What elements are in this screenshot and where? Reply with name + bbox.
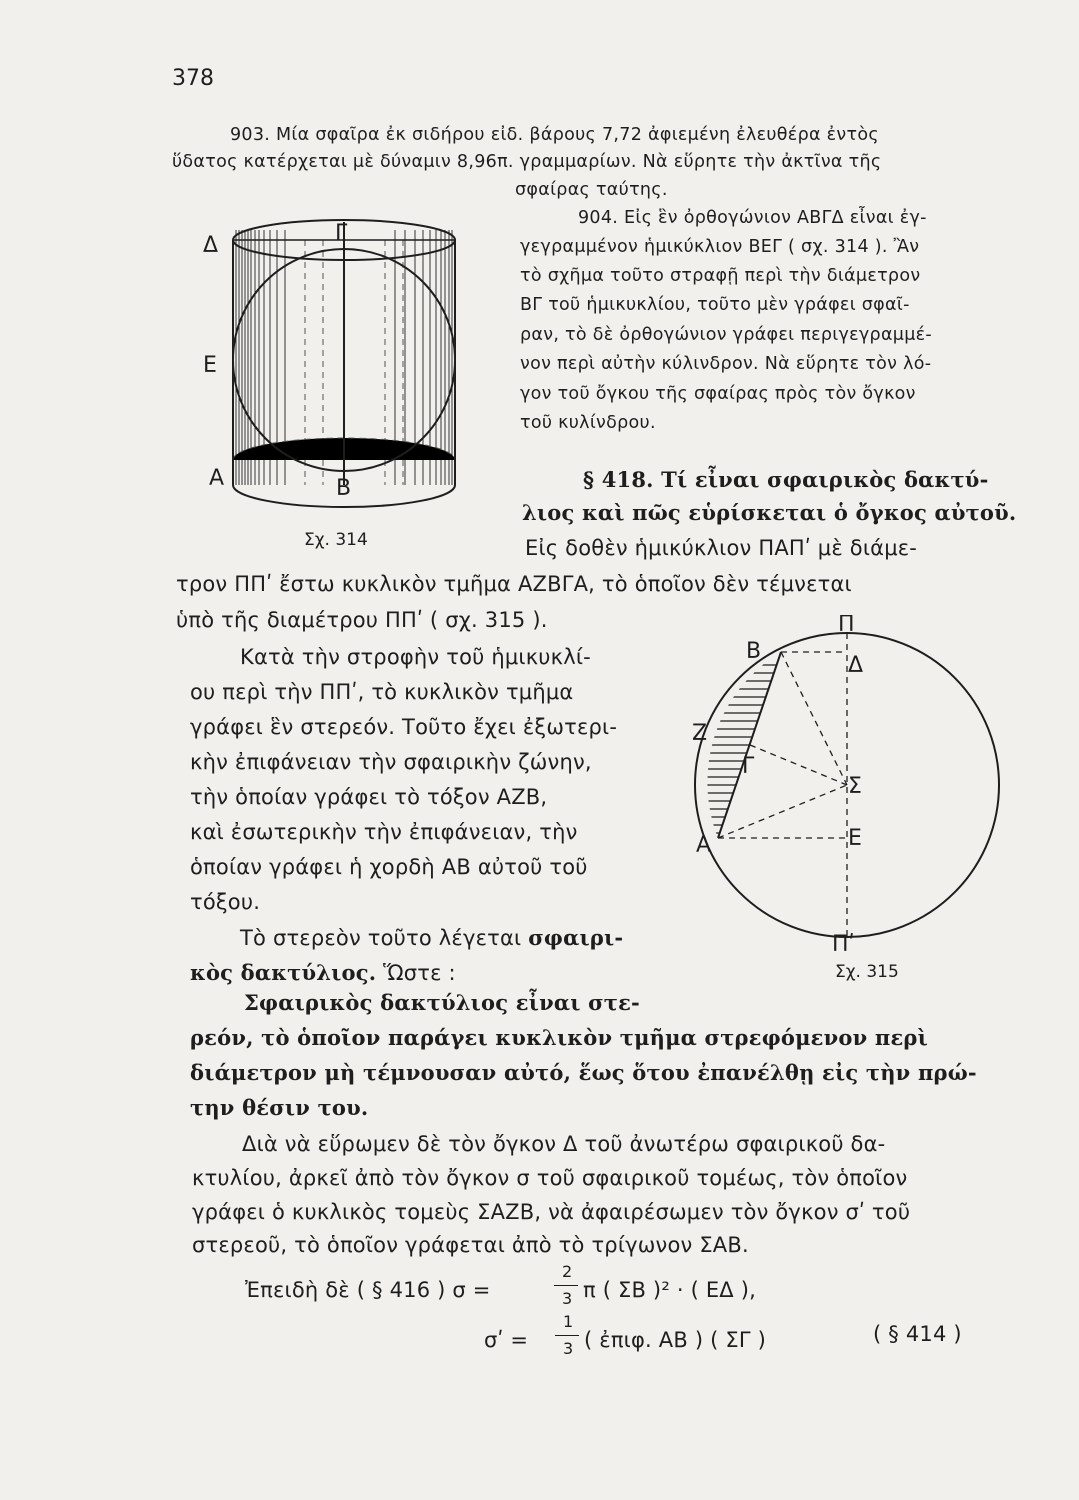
body-line-7: κὴν ἐπιφάνειαν τὴν σφαιρικὴν ζώνην, bbox=[190, 750, 592, 774]
fig314-label-delta: Δ bbox=[203, 233, 219, 258]
definition-line-4: την θέσιν του. bbox=[190, 1095, 369, 1120]
term-sphaerikos-start: σφαιρι- bbox=[528, 925, 624, 950]
problem-904-line-5: ραν, τὸ δὲ ὀρθογώνιον γράφει περιγεγραμμέ- bbox=[520, 325, 933, 345]
problem-904-line-3: τὸ σχῆμα τοῦτο στραφῇ περὶ τὴν διάμετρον bbox=[520, 266, 921, 286]
fig314-label-alpha: Α bbox=[209, 466, 225, 491]
fig315-label-sigma: Σ bbox=[848, 774, 862, 799]
body-line-2: τρον ΠΠʹ ἔστω κυκλικὸν τμῆμα ΑΖΒΓΑ, τὸ ὁποῖον δὲν τέμνεται bbox=[176, 572, 852, 596]
problem-904-line-8: τοῦ κυλίνδρου. bbox=[520, 413, 656, 433]
paragraph-line-4: στερεοῦ, τὸ ὁποῖον γράφεται ἀπὸ τὸ τρίγωνον ΣΑΒ. bbox=[192, 1233, 749, 1257]
paragraph-line-3: γράφει ὁ κυκλικὸς τομεὺς ΣΑΖΒ, νὰ ἀφαιρέσωμεν τὸν ὄγκον σʹ τοῦ bbox=[192, 1200, 911, 1224]
body-line-12-text: Τὸ στερεὸν τοῦτο λέγεται bbox=[240, 926, 522, 950]
formula-1-right: π ( ΣΒ )² · ( ΕΔ ), bbox=[583, 1278, 757, 1302]
fig314-label-beta: Β bbox=[336, 476, 352, 501]
body-line-10: ὁποίαν γράφει ἡ χορδὴ ΑΒ αὐτοῦ τοῦ bbox=[190, 855, 588, 879]
term-sphaerikos-daktylios: κὸς δακτύλιος. bbox=[190, 960, 377, 985]
definition-line-3: διάμετρον μὴ τέμνουσαν αὐτό, ἕως ὅτου ἐπανέλθῃ εἰς τὴν πρώ- bbox=[190, 1060, 977, 1085]
body-line-11: τόξου. bbox=[190, 890, 261, 914]
problem-904-line-2: γεγραμμένον ἡμικύκλιον ΒΕΓ ( σχ. 314 ). Ἂν bbox=[520, 237, 920, 257]
formula-2-left: σʹ = bbox=[484, 1328, 529, 1352]
body-line-5: ου περὶ τὴν ΠΠʹ, τὸ κυκλικὸν τμῆμα bbox=[190, 680, 574, 704]
section-418-title-line-1: § 418. Τί εἶναι σφαιρικὸς δακτύ- bbox=[583, 467, 989, 492]
problem-903-line-2: ὕδατος κατέρχεται μὲ δύναμιν 8,96π. γραμμαρίων. Νὰ εὕρητε τὴν ἀκτῖνα τῆς bbox=[172, 152, 882, 172]
section-418-title-line-2: λιος καὶ πῶς εὑρίσκεται ὁ ὄγκος αὐτοῦ. bbox=[522, 500, 1017, 525]
body-line-3: ὑπὸ τῆς διαμέτρου ΠΠʹ ( σχ. 315 ). bbox=[176, 608, 548, 632]
body-line-8: τὴν ὁποίαν γράφει τὸ τόξον ΑΖΒ, bbox=[190, 785, 548, 809]
definition-line-1: Σφαιρικὸς δακτύλιος εἶναι στε- bbox=[244, 990, 640, 1015]
fig315-label-pi: Π bbox=[838, 615, 855, 637]
fig315-label-gamma: Γ bbox=[742, 754, 755, 779]
figure-315 bbox=[680, 615, 1010, 965]
body-line-6: γράφει ἓν στερεόν. Τοῦτο ἔχει ἐξωτερι- bbox=[190, 715, 618, 739]
paragraph-line-2: κτυλίου, ἀρκεῖ ἀπὸ τὸν ὄγκον σ τοῦ σφαιρικοῦ τομέως, τὸν ὁποῖον bbox=[192, 1166, 908, 1190]
formula-1-numerator: 2 bbox=[562, 1262, 573, 1281]
formula-2-numerator: 1 bbox=[563, 1312, 574, 1331]
formula-1-left: Ἐπειδὴ δὲ ( § 416 ) σ = bbox=[245, 1278, 491, 1302]
fig314-label-gamma: Γ bbox=[335, 221, 348, 246]
body-line-13 bbox=[190, 960, 456, 985]
formula-1-denominator: 3 bbox=[562, 1289, 573, 1308]
problem-904-line-6: νον περὶ αὐτὴν κύλινδρον. Νὰ εὕρητε τὸν λό- bbox=[520, 354, 932, 374]
body-line-12 bbox=[240, 925, 623, 950]
fig315-label-zeta: Ζ bbox=[692, 721, 708, 746]
figure-315-caption: Σχ. 315 bbox=[835, 962, 899, 982]
figure-314 bbox=[195, 200, 475, 530]
formula-2-denominator: 3 bbox=[563, 1339, 574, 1358]
definition-line-2: ρεόν, τὸ ὁποῖον παράγει κυκλικὸν τμῆμα στρεφόμενον περὶ bbox=[190, 1025, 928, 1050]
formula-2-right: ( ἐπιφ. ΑΒ ) ( ΣΓ ) bbox=[584, 1328, 766, 1352]
formula-1-fraction-bar bbox=[554, 1285, 578, 1286]
page-number: 378 bbox=[172, 66, 214, 91]
body-line-4: Κατὰ τὴν στροφὴν τοῦ ἡμικυκλί- bbox=[240, 645, 591, 669]
problem-903-line-1: 903. Μία σφαῖρα ἐκ σιδήρου εἰδ. βάρους 7,72 ἀφιεμένη ἐλευθέρα ἐντὸς bbox=[230, 125, 879, 145]
formula-2-fraction-bar bbox=[555, 1335, 579, 1336]
formula-2-reference: ( § 414 ) bbox=[873, 1322, 962, 1346]
problem-903-line-3: σφαίρας ταύτης. bbox=[515, 180, 668, 200]
problem-904-line-1: 904. Εἰς ἓν ὀρθογώνιον ΑΒΓΔ εἶναι ἐγ- bbox=[578, 208, 927, 228]
fig315-label-epsilon: Ε bbox=[848, 826, 862, 851]
problem-904-line-7: γον τοῦ ὄγκου τῆς σφαίρας πρὸς τὸν ὄγκον bbox=[520, 384, 916, 404]
figure-314-caption: Σχ. 314 bbox=[304, 530, 368, 550]
fig315-label-delta: Δ bbox=[848, 653, 864, 678]
body-line-1: Εἰς δοθὲν ἡμικύκλιον ΠΑΠʹ μὲ διάμε- bbox=[525, 536, 918, 560]
paragraph-line-1: Διὰ νὰ εὕρωμεν δὲ τὸν ὄγκον Δ τοῦ ἀνωτέρω σφαιρικοῦ δα- bbox=[242, 1132, 886, 1156]
fig315-label-beta: Β bbox=[746, 639, 762, 664]
fig314-label-epsilon: Ε bbox=[203, 353, 217, 378]
body-line-13-text: Ὥστε : bbox=[383, 961, 456, 985]
body-line-9: καὶ ἐσωτερικὴν τὴν ἐπιφάνειαν, τὴν bbox=[190, 820, 578, 844]
problem-904-line-4: ΒΓ τοῦ ἡμικυκλίου, τοῦτο μὲν γράφει σφαῖ- bbox=[520, 295, 910, 315]
fig315-label-alpha: Α bbox=[696, 833, 712, 858]
fig315-label-pi-prime: Πʹ bbox=[832, 932, 855, 957]
